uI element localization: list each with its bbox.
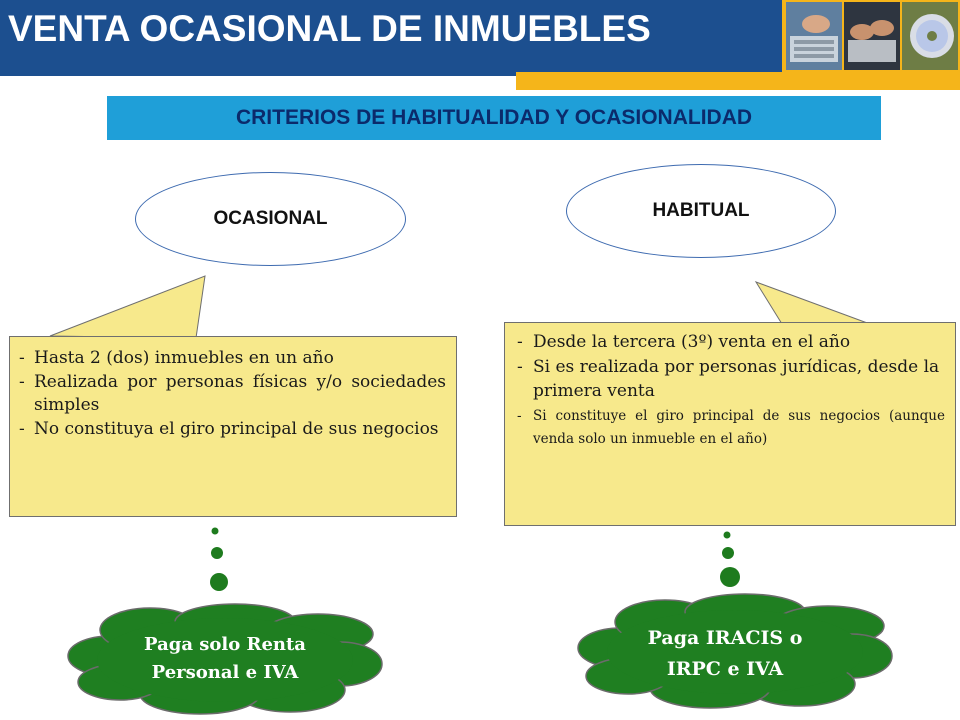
- right-result-line-1: Paga IRACIS o: [647, 627, 803, 649]
- right-thought-dot-medium: [722, 547, 734, 559]
- habitual-criteria-box: [504, 322, 956, 526]
- habitual-criteria-list: [517, 331, 945, 451]
- right-result-text: [610, 623, 840, 685]
- right-thought-dot-large: [720, 567, 740, 587]
- right-thought-dot-small: [724, 532, 731, 539]
- left-result-line-2: Personal e IVA: [151, 662, 299, 683]
- right-result-line-2: IRPC e IVA: [666, 658, 784, 680]
- left-thought-dot-medium: [211, 547, 223, 559]
- list-item: - Hasta 2 (dos) inmuebles en un año: [19, 348, 334, 368]
- left-thought-dot-small: [212, 528, 219, 535]
- list-item: - No constituya el giro principal de sus negocios: [19, 418, 439, 439]
- left-callout-pointer: [50, 276, 205, 338]
- section-subtitle: CRITERIOS DE HABITUALIDAD Y OCASIONALIDAD: [107, 96, 881, 140]
- list-item: - Si constituye el giro principal de sus negocios (aunque venda solo un inmueble en el año): [517, 407, 945, 447]
- list-item: - Si es realizada por personas jurídicas, desde la primera venta: [517, 356, 940, 401]
- page-title: VENTA OCASIONAL DE INMUEBLES: [8, 8, 651, 49]
- ocasional-criteria-list: [19, 347, 446, 441]
- list-item: - Desde la tercera (3º) venta en el año: [517, 332, 851, 352]
- ocasional-criteria-box: [9, 336, 457, 517]
- left-thought-dot-large: [210, 573, 228, 591]
- habitual-label: HABITUAL: [652, 200, 750, 221]
- ocasional-label: OCASIONAL: [213, 208, 328, 229]
- left-result-line-1: Paga solo Renta: [144, 634, 306, 655]
- list-item: - Realizada por personas físicas y/o sociedades simples: [19, 371, 446, 415]
- right-callout-pointer: [756, 282, 870, 324]
- left-result-text: [110, 631, 340, 687]
